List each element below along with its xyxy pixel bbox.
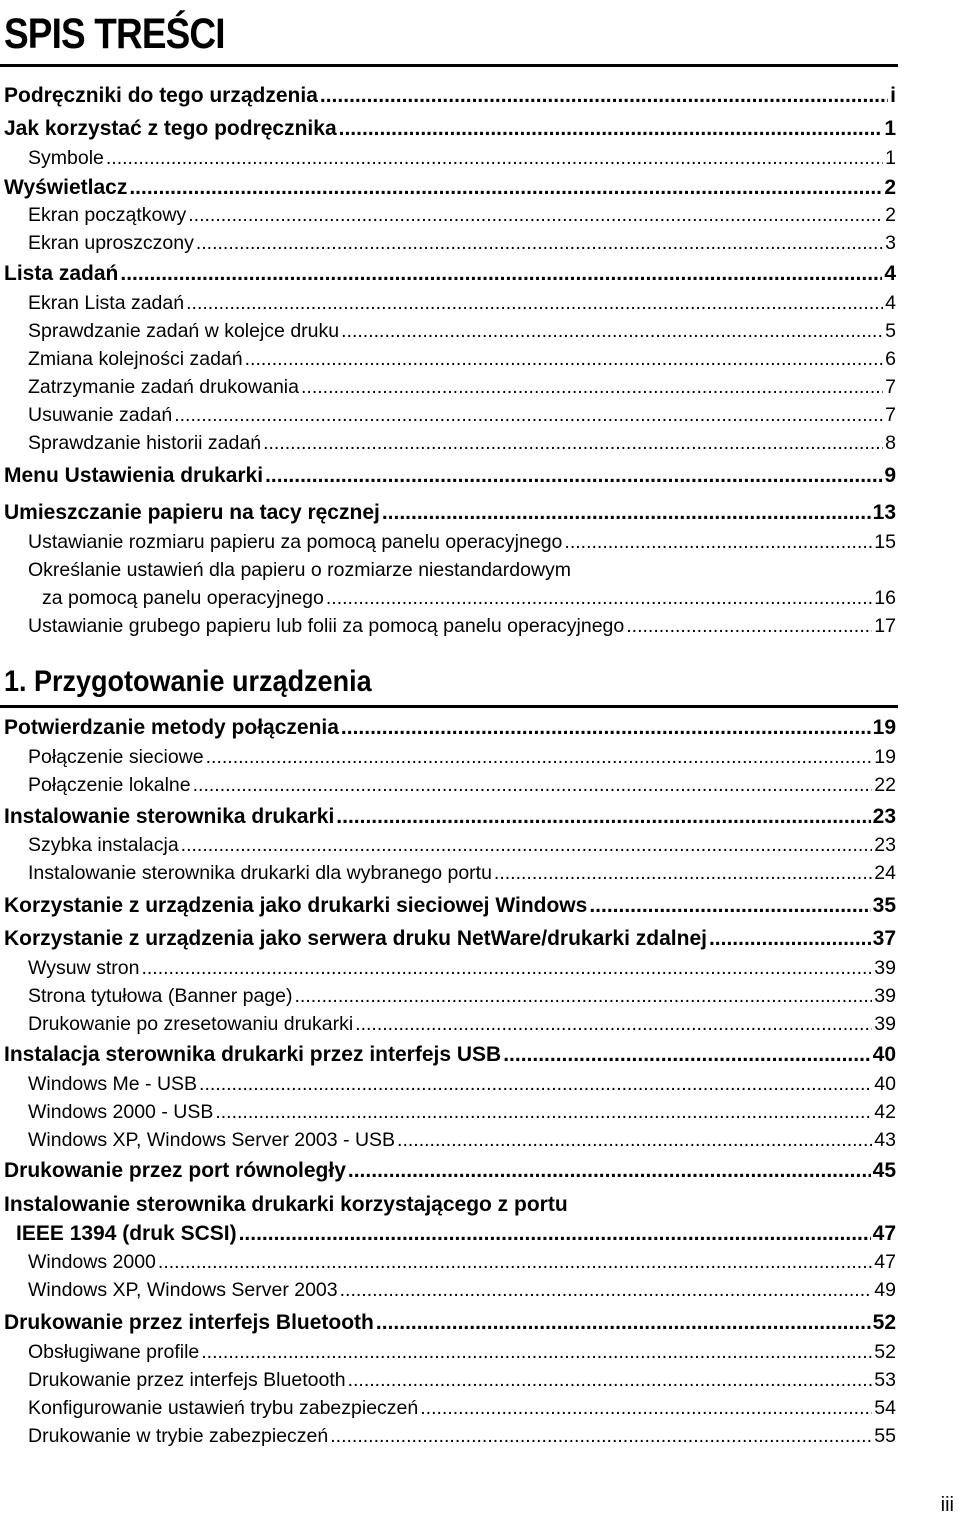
toc-entry-title: Obsługiwane profile xyxy=(28,1341,200,1363)
dot-leader xyxy=(320,84,888,108)
toc-entry-major[interactable] xyxy=(4,262,896,292)
toc-entry-lead: Określanie ustawień dla papieru o rozmiarze niestandardowym xyxy=(28,559,572,581)
dot-leader xyxy=(503,1043,870,1067)
dot-leader xyxy=(245,348,884,371)
dot-leader xyxy=(129,176,882,200)
toc-page-number: 7 xyxy=(885,404,896,426)
toc-page-number: 53 xyxy=(874,1369,896,1391)
toc-page-number: 52 xyxy=(874,1341,896,1363)
toc-entry-minor[interactable] xyxy=(28,985,896,1013)
toc-entry-title: Ekran Lista zadań xyxy=(28,292,185,314)
toc-entry-title: Usuwanie zadań xyxy=(28,404,173,426)
toc-page-number: 24 xyxy=(874,862,896,884)
dot-leader xyxy=(158,1251,872,1274)
dot-leader xyxy=(239,1222,871,1246)
dot-leader xyxy=(201,1341,872,1364)
dot-leader xyxy=(265,464,882,488)
dot-leader xyxy=(263,432,883,455)
dot-leader xyxy=(174,404,883,427)
dot-leader xyxy=(626,615,872,638)
dot-leader xyxy=(336,805,870,829)
toc-entry-minor[interactable] xyxy=(28,1369,896,1397)
toc-page-number: 39 xyxy=(874,1013,896,1035)
toc-entry-title: Sprawdzanie zadań w kolejce druku xyxy=(28,320,340,342)
toc-entry-major[interactable] xyxy=(4,1159,896,1189)
toc-entry-major[interactable] xyxy=(4,1311,896,1341)
dot-leader xyxy=(339,117,883,141)
page-title: SPIS TREŚCI xyxy=(4,10,225,58)
toc-entry-minor[interactable] xyxy=(28,376,896,404)
dot-leader xyxy=(564,531,872,554)
toc-page-number: 22 xyxy=(874,774,896,796)
dot-leader xyxy=(188,204,883,227)
toc-page-number: 5 xyxy=(885,320,896,342)
toc-entry-title: Menu Ustawienia drukarki xyxy=(4,464,264,487)
toc-page-number: 2 xyxy=(885,204,896,226)
toc-entry-title: Wyświetlacz xyxy=(4,176,128,199)
toc-entry-minor[interactable] xyxy=(28,774,896,802)
toc-entry-major[interactable] xyxy=(4,501,896,531)
dot-leader xyxy=(199,1073,872,1096)
toc-page-number: 6 xyxy=(885,348,896,370)
toc-entry-minor[interactable] xyxy=(28,862,896,890)
toc-page-number: 9 xyxy=(884,464,896,487)
dot-leader xyxy=(382,501,871,525)
dot-leader xyxy=(186,292,883,315)
toc-page-number: 4 xyxy=(885,292,896,314)
toc-entry-title: Instalacja sterownika drukarki przez interfejs USB xyxy=(4,1043,502,1066)
toc-entry-title: Zmiana kolejności zadań xyxy=(28,348,243,370)
dot-leader xyxy=(589,894,870,918)
dot-leader xyxy=(376,1311,871,1335)
toc-entry-minor[interactable] xyxy=(28,232,896,260)
toc-page-number: 40 xyxy=(874,1073,896,1095)
toc-entry-title: Windows Me - USB xyxy=(28,1073,198,1095)
toc-entry-title: IEEE 1394 (druk SCSI) xyxy=(16,1222,237,1245)
toc-page-number: 3 xyxy=(885,232,896,254)
toc-entry-title: Wysuw stron xyxy=(28,957,140,979)
toc-page-number: 8 xyxy=(885,432,896,454)
dot-leader xyxy=(340,1279,873,1302)
page-number: iii xyxy=(940,1494,954,1516)
toc-entry-minor[interactable] xyxy=(28,1251,896,1279)
dot-leader xyxy=(120,262,882,286)
toc-page-number: 19 xyxy=(874,746,896,768)
toc-page-number: 49 xyxy=(874,1279,896,1301)
toc-page-number: 52 xyxy=(872,1311,896,1334)
dot-leader xyxy=(301,376,883,399)
toc-entry-title: Jak korzystać z tego podręcznika xyxy=(4,117,337,140)
toc-entry-minor[interactable] xyxy=(28,292,896,320)
dot-leader xyxy=(348,1159,871,1183)
toc-entry-title: Ekran początkowy xyxy=(28,204,187,226)
toc-entry-minor[interactable] xyxy=(42,587,896,615)
toc-entry-title: Windows XP, Windows Server 2003 xyxy=(28,1279,338,1301)
toc-page-number: 39 xyxy=(874,985,896,1007)
toc-page-number: i xyxy=(890,84,896,107)
toc-page-number: 40 xyxy=(872,1043,896,1066)
toc-entry-title: Instalowanie sterownika drukarki dla wybranego portu xyxy=(28,862,492,884)
toc-entry-title: za pomocą panelu operacyjnego xyxy=(42,587,324,609)
toc-entry-title: Symbole xyxy=(28,147,104,169)
dot-leader xyxy=(420,1397,872,1420)
toc-page-number: 15 xyxy=(874,531,896,553)
toc-entry-title: Podręczniki do tego urządzenia xyxy=(4,84,318,107)
toc-page-number: 23 xyxy=(874,834,896,856)
dot-leader xyxy=(141,957,872,980)
toc-page-number: 37 xyxy=(872,927,896,950)
toc-page-number: 55 xyxy=(874,1425,896,1447)
toc-entry-title: Połączenie sieciowe xyxy=(28,746,204,768)
toc-entry-title: Połączenie lokalne xyxy=(28,774,191,796)
toc-entry-title: Drukowanie przez interfejs Bluetooth xyxy=(28,1369,346,1391)
toc-page-number: 1 xyxy=(885,147,896,169)
toc-page-number: 35 xyxy=(872,894,896,917)
dot-leader xyxy=(181,834,873,857)
dot-leader xyxy=(341,320,883,343)
dot-leader xyxy=(341,716,871,740)
toc-entry-title: Drukowanie przez interfejs Bluetooth xyxy=(4,1311,374,1334)
toc-entry-minor[interactable] xyxy=(28,147,896,175)
toc-page-number: 16 xyxy=(874,587,896,609)
dot-leader xyxy=(494,862,872,885)
toc-entry-major[interactable] xyxy=(16,1222,896,1252)
toc-entry-minor[interactable] xyxy=(28,834,896,862)
chapter-rule xyxy=(0,705,898,708)
toc-entry-title: Umieszczanie papieru na tacy ręcznej xyxy=(4,501,380,524)
toc-entry-title: Ustawianie grubego papieru lub folii za pomocą panelu operacyjnego xyxy=(28,615,625,637)
toc-page-number: 2 xyxy=(884,176,896,199)
toc-entry-major[interactable] xyxy=(4,176,896,206)
toc-entry-title: Ustawianie rozmiaru papieru za pomocą panelu operacyjnego xyxy=(28,531,563,553)
toc-entry-minor[interactable] xyxy=(28,1013,896,1041)
dot-leader xyxy=(330,1425,872,1448)
toc-entry-minor[interactable] xyxy=(28,404,896,432)
title-rule xyxy=(0,64,898,67)
toc-entry-minor[interactable] xyxy=(28,1073,896,1101)
toc-page-number: 1 xyxy=(884,117,896,140)
toc-entry-major[interactable] xyxy=(4,927,896,957)
toc-page-number: 7 xyxy=(885,376,896,398)
toc-entry-title: Konfigurowanie ustawień trybu zabezpieczeń xyxy=(28,1397,419,1419)
toc-entry-minor[interactable] xyxy=(28,746,896,774)
toc-page-number: 47 xyxy=(874,1251,896,1273)
toc-entry-minor[interactable] xyxy=(28,957,896,985)
toc-entry-major[interactable] xyxy=(4,805,896,835)
dot-leader xyxy=(355,1013,872,1036)
chapter-heading: 1. Przygotowanie urządzenia xyxy=(4,665,372,698)
toc-entry-title: Sprawdzanie historii zadań xyxy=(28,432,262,454)
dot-leader xyxy=(206,746,873,769)
toc-entry-title: Drukowanie w trybie zabezpieczeń xyxy=(28,1425,329,1447)
toc-page-number: 47 xyxy=(872,1222,896,1245)
toc-page-number: 42 xyxy=(874,1101,896,1123)
dot-leader xyxy=(196,232,883,255)
toc-page-number: 43 xyxy=(874,1129,896,1151)
toc-entry-major[interactable] xyxy=(4,464,896,494)
toc-entry-title: Strona tytułowa (Banner page) xyxy=(28,985,293,1007)
toc-entry-minor[interactable] xyxy=(28,1341,896,1369)
toc-entry-minor[interactable] xyxy=(28,320,896,348)
toc-page-number: 13 xyxy=(872,501,896,524)
toc-entry-major[interactable] xyxy=(4,716,896,746)
toc-page-number: 39 xyxy=(874,957,896,979)
dot-leader xyxy=(326,587,872,610)
toc-entry-lead: Instalowanie sterownika drukarki korzystającego z portu xyxy=(4,1193,568,1216)
dot-leader xyxy=(215,1101,872,1124)
toc-entry-major[interactable] xyxy=(4,84,896,114)
toc-entry-minor[interactable] xyxy=(28,1129,896,1157)
toc-entry-minor[interactable] xyxy=(28,1397,896,1425)
dot-leader xyxy=(709,927,871,951)
dot-leader xyxy=(348,1369,873,1392)
toc-entry-title: Ekran uproszczony xyxy=(28,232,194,254)
toc-page-number: 17 xyxy=(874,615,896,637)
toc-entry-title: Drukowanie po zresetowaniu drukarki xyxy=(28,1013,354,1035)
toc-entry-major[interactable] xyxy=(4,894,896,924)
toc-entry-minor[interactable] xyxy=(28,432,896,460)
toc-page-number: 45 xyxy=(872,1159,896,1182)
toc-entry-minor[interactable] xyxy=(28,1101,896,1129)
toc-entry-title: Zatrzymanie zadań drukowania xyxy=(28,376,299,398)
toc-entry-minor[interactable] xyxy=(28,1425,896,1453)
toc-entry-major[interactable] xyxy=(4,117,896,147)
toc-entry-title: Windows XP, Windows Server 2003 - USB xyxy=(28,1129,396,1151)
toc-entry-title: Lista zadań xyxy=(4,262,119,285)
toc-page-number: 4 xyxy=(884,262,896,285)
dot-leader xyxy=(193,774,873,797)
toc-entry-minor[interactable] xyxy=(28,531,896,559)
dot-leader xyxy=(106,147,883,170)
toc-entry-title: Drukowanie przez port równoległy xyxy=(4,1159,346,1182)
toc-entry-title: Instalowanie sterownika drukarki xyxy=(4,805,335,828)
toc-entry-title: Szybka instalacja xyxy=(28,834,179,856)
toc-page-number: 23 xyxy=(872,805,896,828)
toc-page-number: 19 xyxy=(872,716,896,739)
toc-entry-minor[interactable] xyxy=(28,348,896,376)
toc-entry-minor[interactable] xyxy=(28,1279,896,1307)
toc-entry-title: Windows 2000 xyxy=(28,1251,156,1273)
toc-entry-minor[interactable] xyxy=(28,204,896,232)
toc-entry-title: Potwierdzanie metody połączenia xyxy=(4,716,339,739)
toc-entry-title: Korzystanie z urządzenia jako drukarki sieciowej Windows xyxy=(4,894,588,917)
toc-entry-major[interactable] xyxy=(4,1043,896,1073)
toc-page-number: 54 xyxy=(874,1397,896,1419)
toc-entry-minor[interactable] xyxy=(28,615,896,643)
toc-entry-title: Korzystanie z urządzenia jako serwera druku NetWare/drukarki zdalnej xyxy=(4,927,707,950)
toc-entry-title: Windows 2000 - USB xyxy=(28,1101,214,1123)
dot-leader xyxy=(295,985,873,1008)
dot-leader xyxy=(397,1129,872,1152)
